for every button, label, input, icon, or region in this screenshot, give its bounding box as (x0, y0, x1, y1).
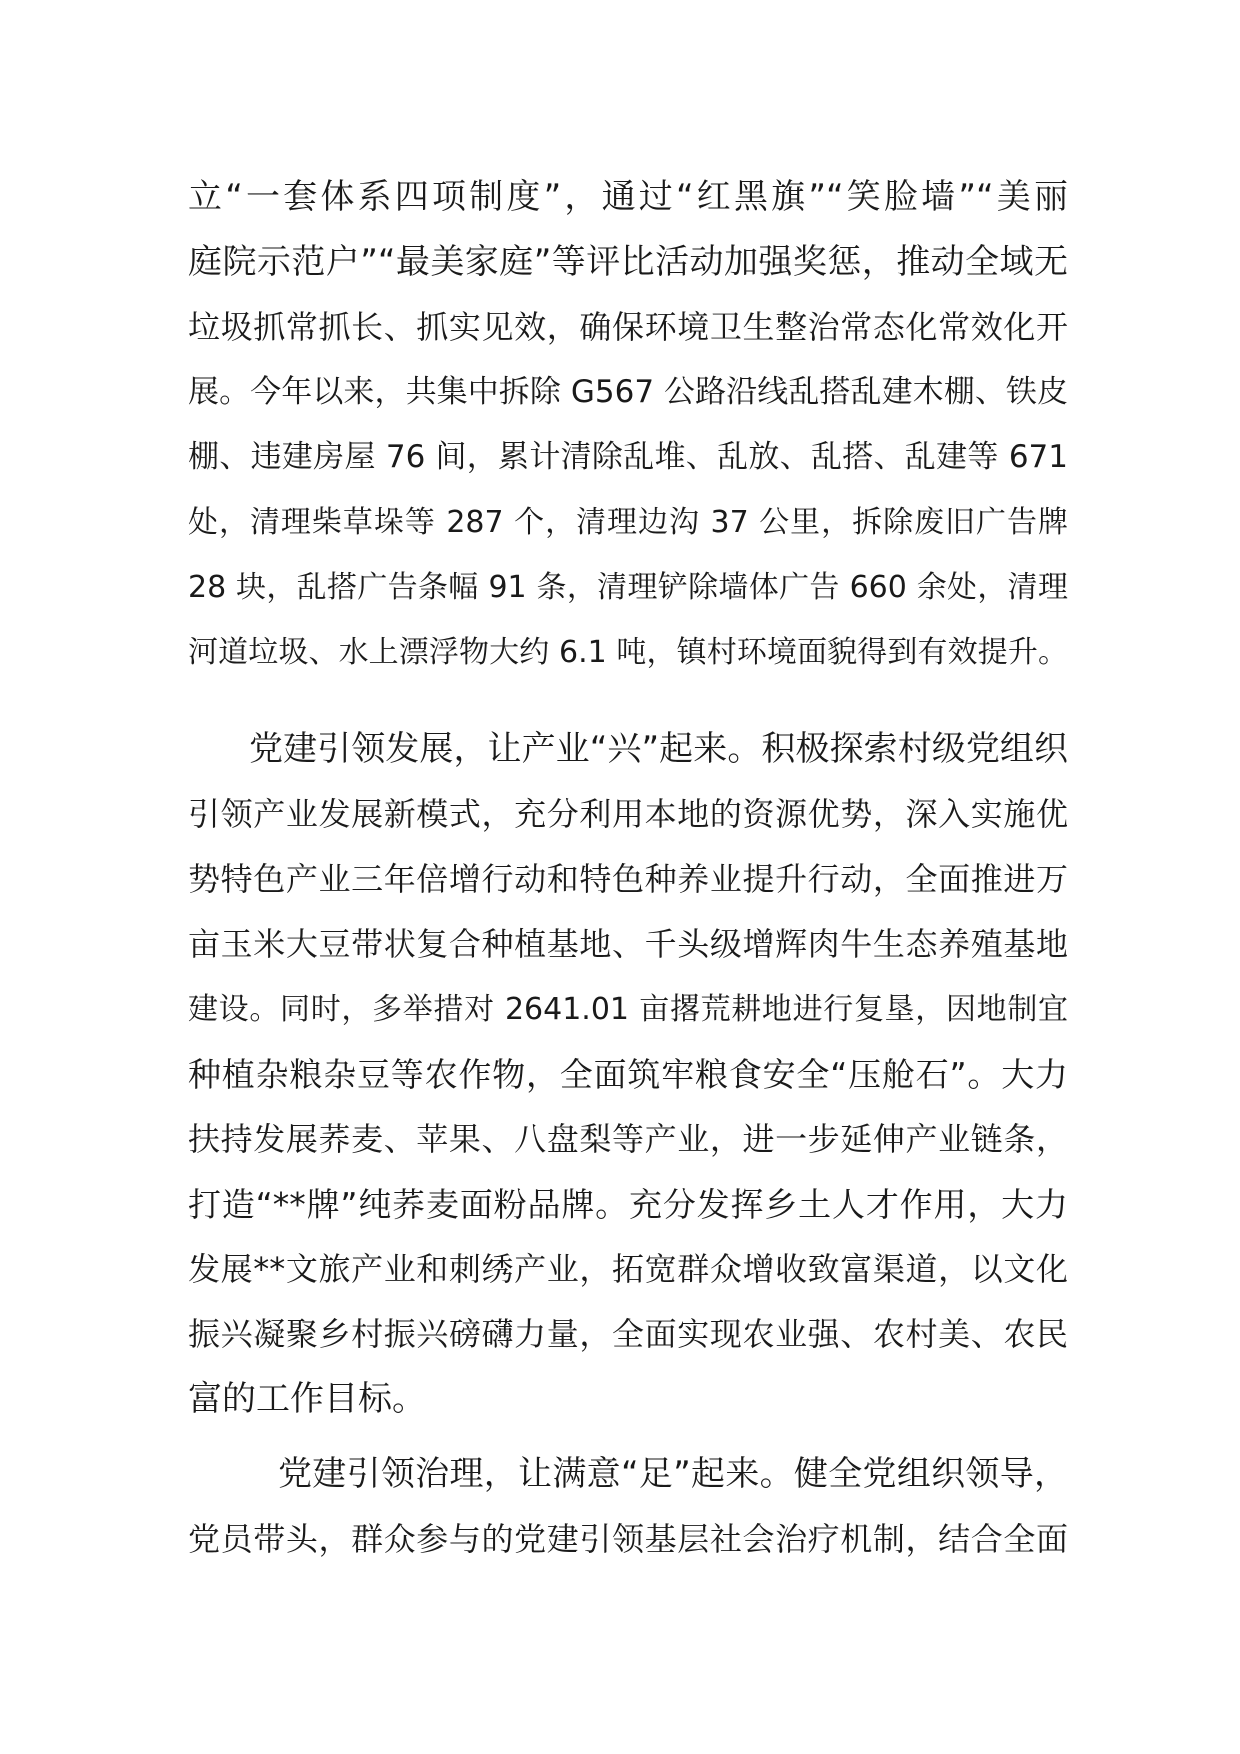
text-line: 党建引领发展，让产业“兴”起来。积极探索村级党组织 (249, 729, 1068, 769)
text-line: 河道垃圾、水上漂浮物大约 6.1 吨，镇村环境面貌得到有效提升。 (188, 635, 1068, 670)
text-line: 棚、违建房屋 76 间，累计清除乱堆、乱放、乱搭、乱建等 671 (188, 439, 1068, 475)
text-line: 亩玉米大豆带状复合种植基地、千头级增辉肉牛生态养殖基地 (188, 925, 1068, 963)
text-line: 种植杂粮杂豆等农作物，全面筑牢粮食安全“压舱石”。大力 (188, 1055, 1068, 1094)
text-line: 处，清理柴草垛等 287 个，清理边沟 37 公里，拆除废旧广告牌 (188, 505, 1068, 540)
text-line: 势特色产业三年倍增行动和特色种养业提升行动，全面推进万 (188, 860, 1068, 898)
text-line: 打造“**牌”纯荞麦面粉品牌。充分发挥乡土人才作用，大力 (188, 1185, 1068, 1224)
text-line: 振兴凝聚乡村振兴磅礴力量，全面实现农业强、农村美、农民 (188, 1315, 1068, 1353)
paragraph-industry (188, 717, 1068, 1432)
text-line: 庭院示范户”“最美家庭”等评比活动加强奖惩，推动全域无 (188, 242, 1068, 282)
text-line: 发展**文旅产业和刺绣产业，拓宽群众增收致富渠道，以文化 (188, 1250, 1068, 1288)
text-line: 28 块，乱搭广告条幅 91 条，清理铲除墙体广告 660 余处，清理 (188, 570, 1068, 605)
text-line: 引领产业发展新模式，充分利用本地的资源优势，深入实施优 (188, 795, 1068, 833)
text-line: 建设。同时，多举措对 2641.01 亩撂荒耕地进行复垦，因地制宜 (188, 992, 1068, 1027)
text-line: 垃圾抓常抓长、抓实见效，确保环境卫生整治常态化常效化开 (188, 308, 1068, 346)
paragraph-environment (188, 165, 1068, 685)
text-line: 党建引领治理，让满意“足”起来。健全党组织领导， (278, 1454, 1068, 1494)
paragraph-governance (188, 1442, 1068, 1572)
text-line: 立“一套体系四项制度”，通过“红黑旗”“笑脸墙”“美丽 (188, 177, 1068, 217)
text-line: 扶持发展荞麦、苹果、八盘梨等产业，进一步延伸产业链条， (188, 1120, 1068, 1158)
text-line: 富的工作目标。 (188, 1379, 426, 1419)
text-line: 党员带头，群众参与的党建引领基层社会治疗机制，结合全面 (188, 1520, 1068, 1558)
text-line: 展。今年以来，共集中拆除 G567 公路沿线乱搭乱建木棚、铁皮 (188, 374, 1068, 410)
